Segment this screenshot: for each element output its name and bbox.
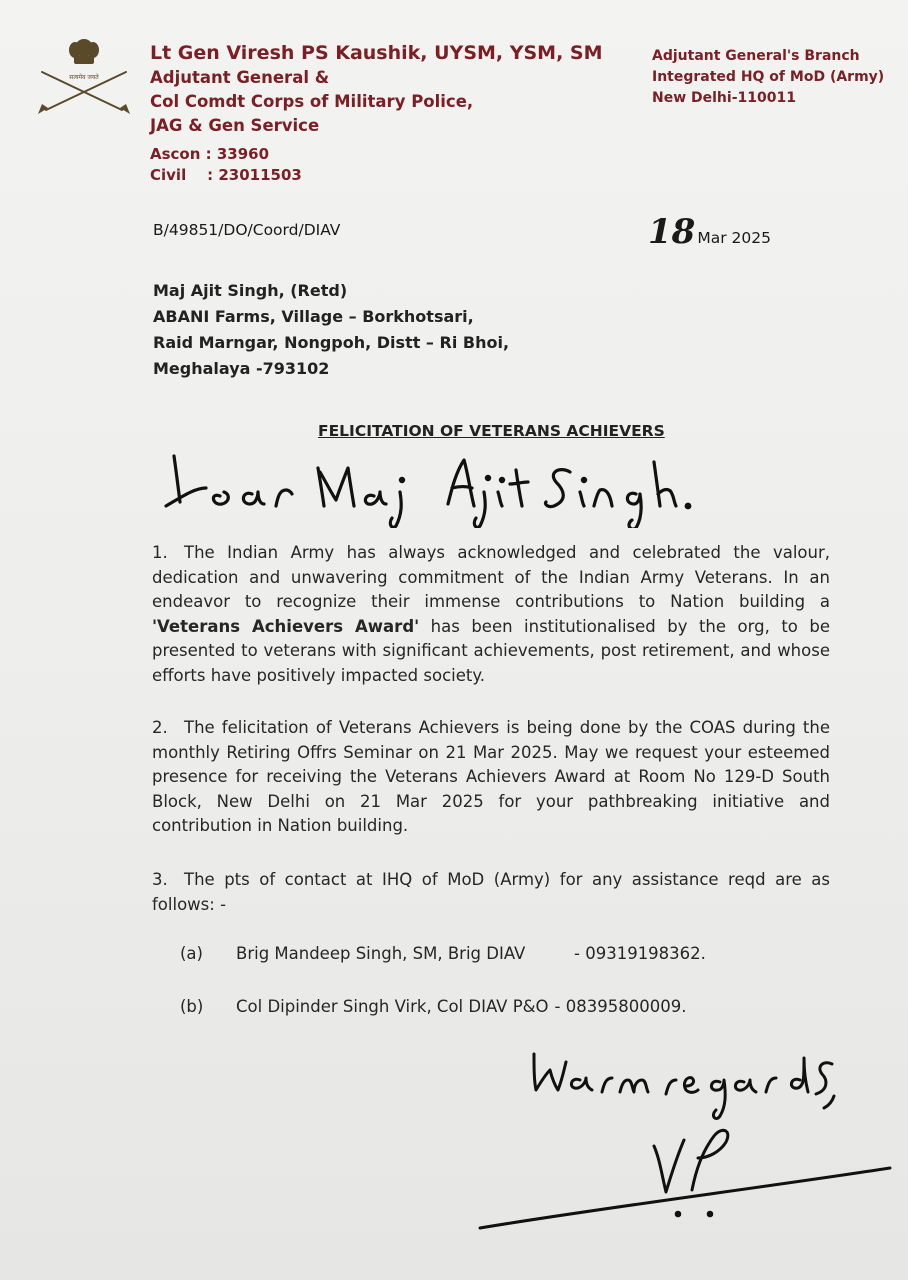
paragraph-text: The pts of contact at IHQ of MoD (Army) for any assistance reqd are as follows: - xyxy=(152,870,830,914)
contact-label: (a) xyxy=(180,944,203,963)
letter-date xyxy=(648,212,771,252)
office-line: New Delhi-110011 xyxy=(652,90,796,106)
emblem-motto: सत्यमेव जयते xyxy=(69,74,99,81)
sender-designation-line: JAG & Gen Service xyxy=(150,116,320,135)
office-line: Integrated HQ of MoD (Army) xyxy=(652,69,885,85)
handwritten-salutation xyxy=(160,448,700,528)
sender-designation-line: Adjutant General & xyxy=(150,68,330,87)
paragraph-text: The felicitation of Veterans Achievers is being done by the COAS during the monthly Retiring Offrs Seminar on 21 Mar 2025. May we request your esteemed presence for receiving the Veterans Achievers Award at Room No 129-D South Block, New Delhi on 21 Mar 2025 for your pathbreaking initiative and contribution in Nation building. xyxy=(152,718,830,835)
office-line: Adjutant General's Branch xyxy=(652,48,860,64)
contact-point-b xyxy=(180,997,686,1016)
reference-number: B/49851/DO/Coord/DIAV xyxy=(153,221,341,239)
addressee-block xyxy=(153,278,509,382)
addressee-line: Meghalaya -793102 xyxy=(153,359,330,378)
army-crest-emblem xyxy=(34,32,134,122)
paragraph-3 xyxy=(152,868,830,917)
contact-row-civil: Civil : 23011503 xyxy=(150,166,302,184)
addressee-line: Raid Marngar, Nongpoh, Distt – Ri Bhoi, xyxy=(153,333,510,352)
addressee-line: ABANI Farms, Village – Borkhotsari, xyxy=(153,307,474,326)
paragraph-2 xyxy=(152,716,830,839)
office-block xyxy=(652,46,884,109)
contact-phone: - 09319198362. xyxy=(574,944,706,963)
paragraph-text: The Indian Army has always acknowledged and celebrated the valour, dedication and unwavering commitment of the Indian Army Veterans. In an endeavor to recognize their immense contributions to Nation building a xyxy=(152,543,830,611)
contact-name: Col Dipinder Singh Virk, Col DIAV P&O xyxy=(236,997,549,1016)
sender-name: Lt Gen Viresh PS Kaushik, UYSM, YSM, SM xyxy=(150,42,603,64)
addressee-line: Maj Ajit Singh, (Retd) xyxy=(153,281,348,300)
award-name: 'Veterans Achievers Award' xyxy=(152,616,420,636)
handwritten-closing-and-signature xyxy=(470,1040,900,1240)
date-day-handwritten: 18 xyxy=(648,212,696,252)
paragraph-1 xyxy=(152,541,830,688)
paragraph-number: 3. xyxy=(152,870,168,889)
contact-name: Brig Mandeep Singh, SM, Brig DIAV xyxy=(236,944,526,963)
paragraph-number: 2. xyxy=(152,718,168,737)
paragraph-text: has been institutionalised by the org, to be presented to veterans with significant achievements, post retirement, and whose efforts have positively impacted society. xyxy=(152,616,830,685)
sender-designation-line: Col Comdt Corps of Military Police, xyxy=(150,92,474,111)
letter-subject: FELICITATION OF VETERANS ACHIEVERS xyxy=(318,422,665,440)
sender-contacts xyxy=(150,144,603,186)
contact-row-ascon: Ascon : 33960 xyxy=(150,145,270,163)
contact-phone: - 08395800009. xyxy=(554,997,687,1016)
paragraph-number: 1. xyxy=(152,543,168,562)
sender-block xyxy=(150,40,603,186)
contact-point-a xyxy=(180,944,706,963)
date-month-year: Mar 2025 xyxy=(697,229,771,247)
contact-label: (b) xyxy=(180,997,204,1016)
